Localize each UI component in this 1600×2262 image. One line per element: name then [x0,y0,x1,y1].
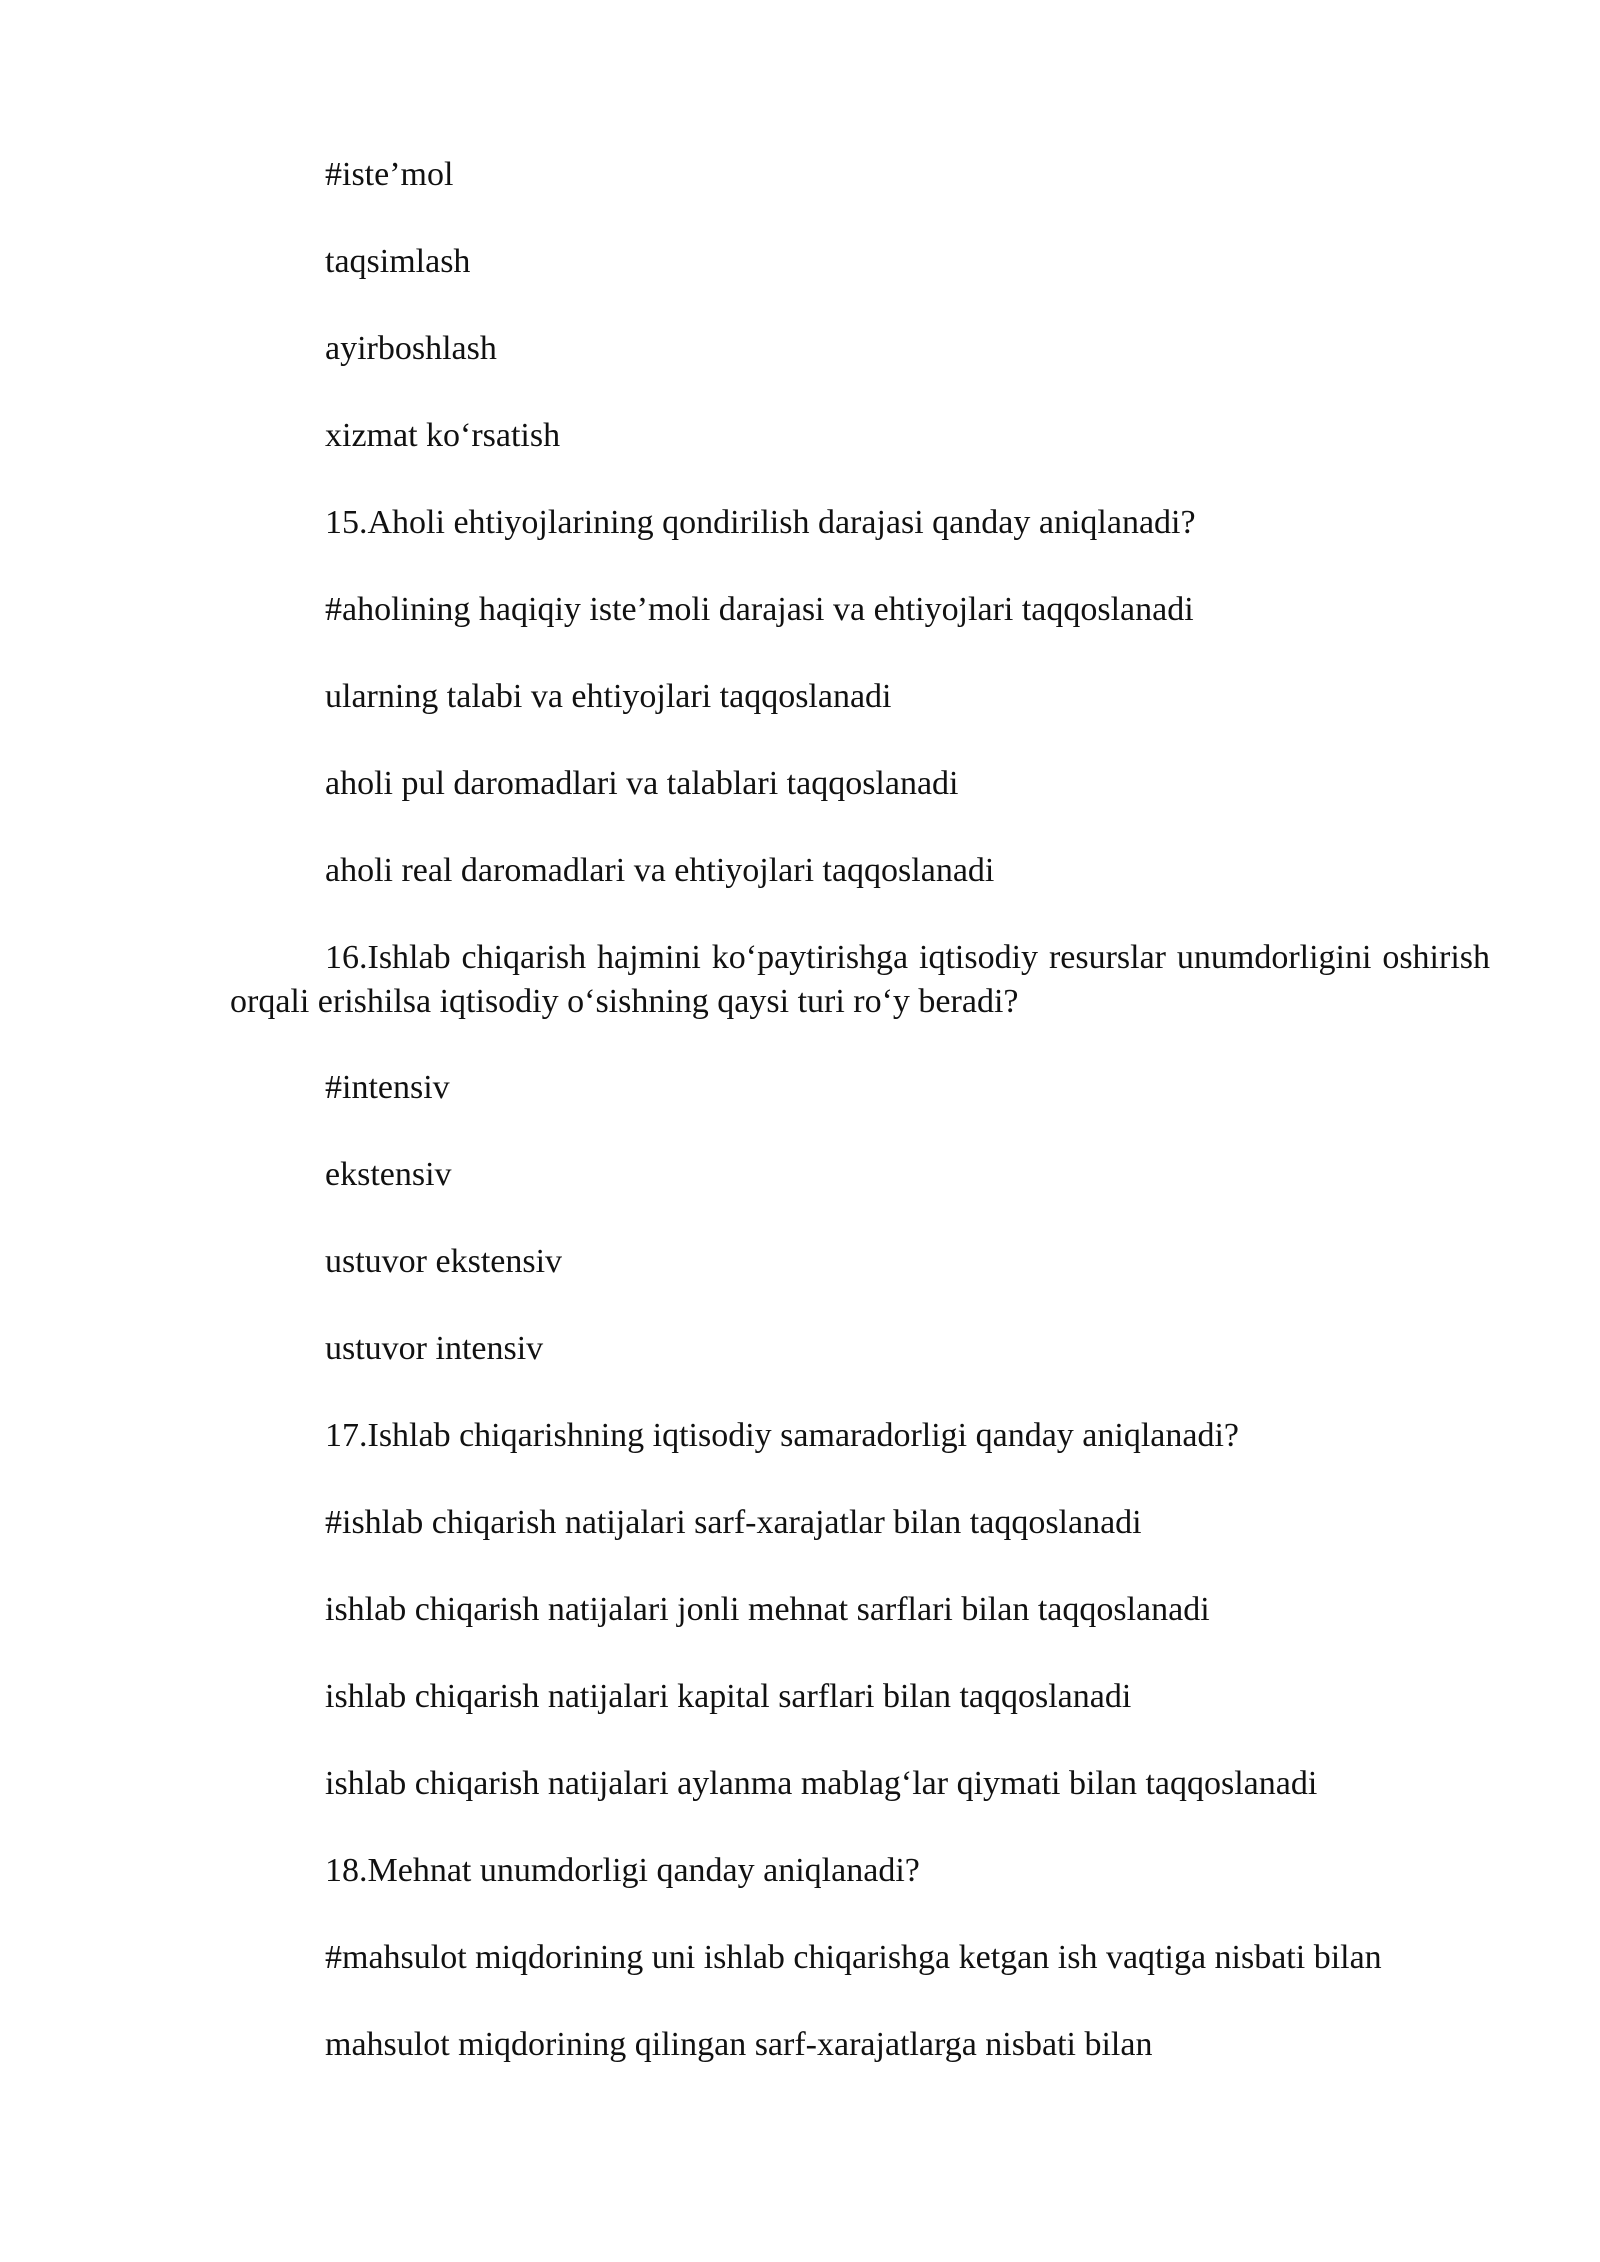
answer-line: #mahsulot miqdorining uni ishlab chiqarishga ketgan ish vaqtiga nisbati bilan [325,1939,1382,1976]
question-line: 15.Aholi ehtiyojlarining qondirilish darajasi qanday aniqlanadi? [325,504,1196,541]
question-line: 17.Ishlab chiqarishning iqtisodiy samaradorligi qanday aniqlanadi? [325,1417,1239,1454]
answer-line: mahsulot miqdorining qilingan sarf-xarajatlarga nisbati bilan [325,2026,1153,2063]
question-line: 18.Mehnat unumdorligi qanday aniqlanadi? [325,1852,920,1889]
answer-line: ekstensiv [325,1156,452,1193]
answer-line: #intensiv [325,1069,450,1106]
answer-line: ayirboshlash [325,330,497,367]
answer-line: xizmat ko‘rsatish [325,417,561,454]
answer-line: ishlab chiqarish natijalari aylanma mablag‘lar qiymati bilan taqqoslanadi [325,1765,1318,1802]
answer-line: ularning talabi va ehtiyojlari taqqoslanadi [325,678,892,715]
answer-line: #aholining haqiqiy iste’moli darajasi va ehtiyojlari taqqoslanadi [325,591,1194,628]
answer-line: aholi pul daromadlari va talablari taqqoslanadi [325,765,959,802]
answer-line: ustuvor ekstensiv [325,1243,563,1280]
question-paragraph: 16.Ishlab chiqarish hajmini ko‘paytirishga iqtisodiy resurslar unumdorligini oshirish orqali erishilsa iqtisodiy o‘sishning qaysi turi ro‘y beradi? [230,939,1490,1020]
answer-line: ishlab chiqarish natijalari jonli mehnat sarflari bilan taqqoslanadi [325,1591,1210,1628]
answer-line: ustuvor intensiv [325,1330,544,1367]
answer-line: #ishlab chiqarish natijalari sarf-xarajatlar bilan taqqoslanadi [325,1504,1142,1541]
answer-line: taqsimlash [325,243,471,280]
answer-line: aholi real daromadlari va ehtiyojlari taqqoslanadi [325,852,995,889]
answer-line: #iste’mol [325,156,454,193]
answer-line: ishlab chiqarish natijalari kapital sarflari bilan taqqoslanadi [325,1678,1132,1715]
